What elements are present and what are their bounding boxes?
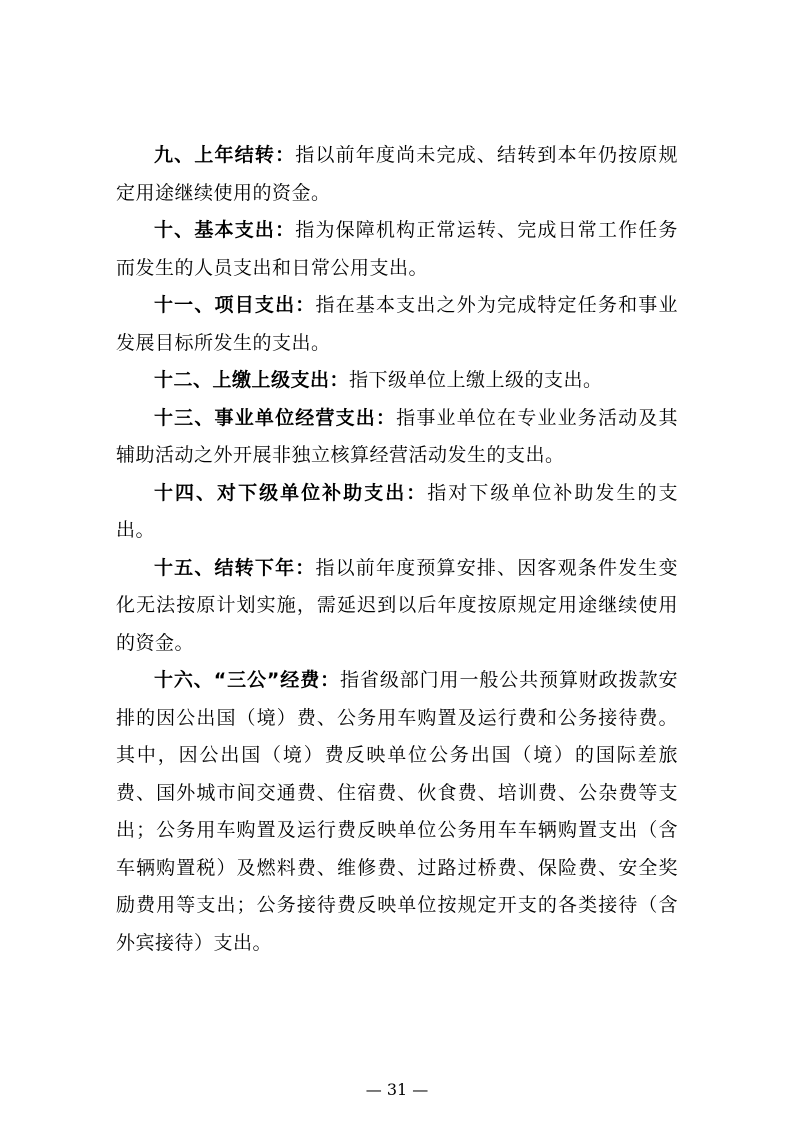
term-label: 十六、“三公”经费： [154,669,341,691]
term-label: 十、基本支出： [154,219,296,241]
term-definition: 指事业单位在专业业务活动及其辅助活动之外开展非独立核算经营活动发生的支出。 [116,406,678,466]
paragraph-13 [116,400,678,475]
term-label: 十一、项目支出： [154,294,316,316]
term-label: 十二、上缴上级支出： [154,369,350,391]
paragraph-14 [116,475,678,550]
paragraph-15 [116,550,678,663]
term-label: 十四、对下级单位补助支出： [154,481,428,504]
paragraph-11 [116,287,678,362]
term-label: 九、上年结转： [154,144,296,166]
document-body [116,137,678,962]
paragraph-9 [116,137,678,212]
paragraph-10 [116,212,678,287]
term-label: 十五、结转下年： [154,556,316,579]
term-definition: 指为保障机构正常运转、完成日常工作任务而发生的人员支出和日常公用支出。 [116,219,678,279]
paragraph-12 [116,362,678,400]
page-number: — 31 — [365,1080,429,1099]
term-definition: 指以前年度尚未完成、结转到本年仍按原规定用途继续使用的资金。 [116,144,678,204]
term-definition: 指以前年度预算安排、因客观条件发生变化无法按原计划实施，需延迟到以后年度按原规定用途继续使用的资金。 [116,556,678,654]
term-label: 十三、事业单位经营支出： [154,406,397,429]
term-definition: 指省级部门用一般公共预算财政拨款安排的因公出国（境）费、公务用车购置及运行费和公务接待费。其中，因公出国（境）费反映单位公务出国（境）的国际差旅费、国外城市间交通费、住宿费、伙食费、培训费、公杂费等支出；公务用车购置及运行费反映单位公务用车车辆购置支出（含车辆购置税）及燃料费、维修费、过路过桥费、保险费、安全奖励费用等支出；公务接待费反映单位按规定开支的各类接待（含外宾接待）支出。 [116,669,678,954]
term-definition: 指对下级单位补助发生的支出。 [116,481,678,541]
term-definition: 指在基本支出之外为完成特定任务和事业发展目标所发生的支出。 [116,294,678,354]
paragraph-16 [116,662,678,962]
term-definition: 指下级单位上缴上级的支出。 [349,369,603,391]
